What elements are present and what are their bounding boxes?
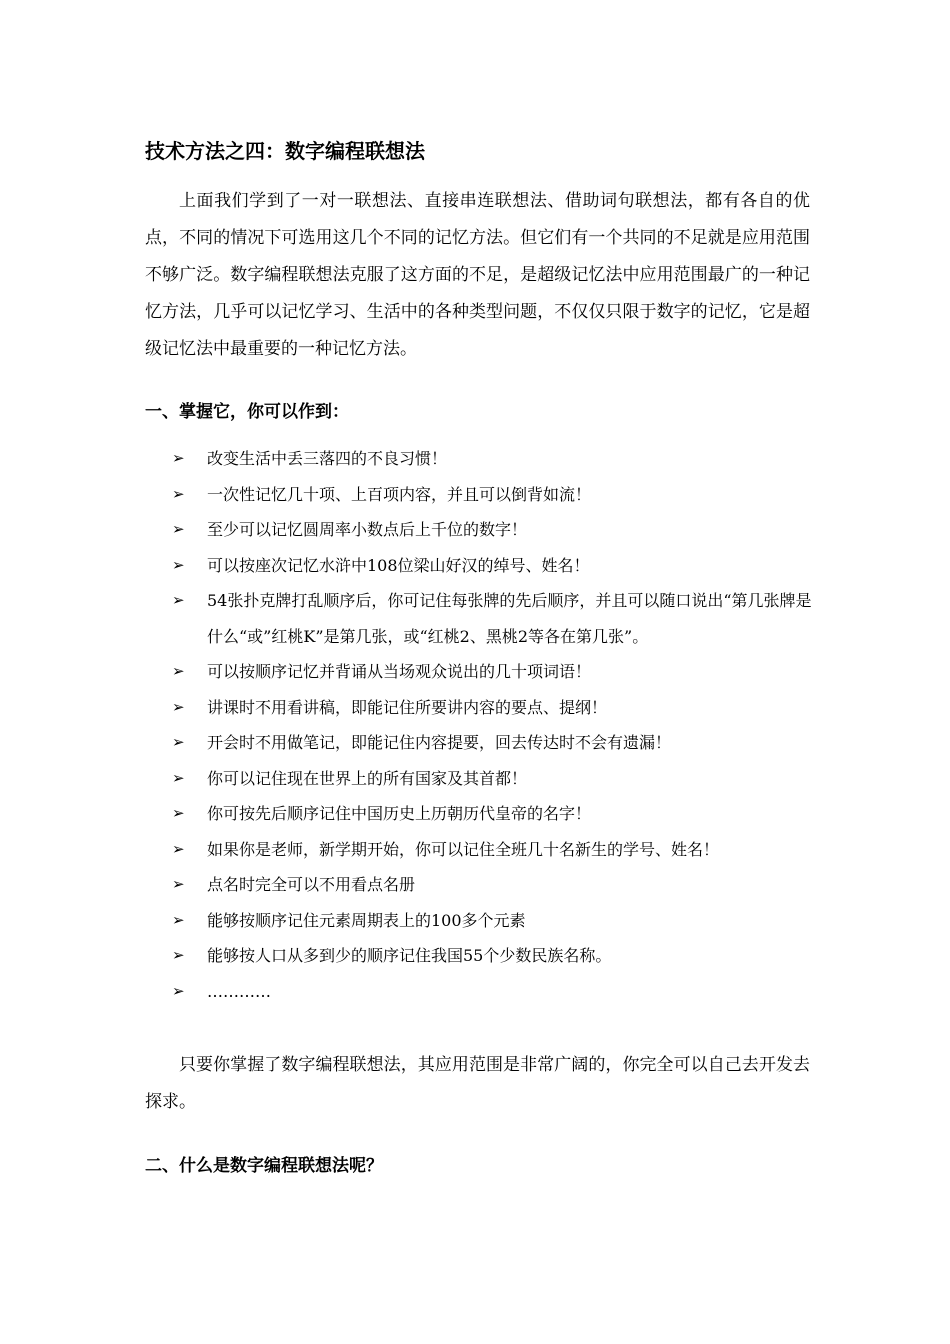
- list-item-text: 至少可以记忆圆周率小数点后上千位的数字！: [207, 520, 528, 539]
- page-title: 技术方法之四：数字编程联想法: [145, 139, 425, 163]
- list-item-text: 54张扑克牌打乱顺序后，你可记住每张牌的先后顺序，并且可以随口说出“第几张牌是什么“或”红桃K”是第几张，或“红桃2、黑桃2等各在第几张”。: [207, 591, 812, 646]
- list-item: [0, 654, 950, 690]
- list-item-text: 可以按座次记忆水浒中108位梁山好汉的绰号、姓名！: [207, 555, 590, 575]
- list-item-text: 能够按人口从多到少的顺序记住我国55个少数民族名称。: [207, 946, 612, 965]
- list-item: [0, 867, 950, 903]
- section-heading-2: 二、什么是数字编程联想法呢？: [145, 1156, 383, 1176]
- intro-paragraph: 上面我们学到了一对一联想法、直接串连联想法、借助词句联想法，都有各自的优点，不同的情况下可选用这几个不同的记忆方法。但它们有一个共同的不足就是应用范围不够广泛。数字编程联想法克服了这方面的不足，是超级记忆法中应用范围最广的一种记忆方法，几乎可以记忆学习、生活中的各种类型问题，不仅仅只限于数字的记忆，它是超级记忆法中最重要的一种记忆方法。: [145, 191, 810, 359]
- arrow-bullet-icon: ➢: [172, 733, 185, 751]
- closing-paragraph: 只要你掌握了数字编程联想法，其应用范围是非常广阔的，你完全可以自己去开发去探求。: [145, 1055, 810, 1112]
- list-item: [0, 690, 950, 726]
- list-item-text: 点名时完全可以不用看点名册: [207, 875, 416, 894]
- arrow-bullet-icon: ➢: [172, 555, 185, 574]
- list-item: [0, 441, 950, 477]
- list-item-text: 开会时不用做笔记，即能记住内容提要，回去传达时不会有遗漏！: [207, 733, 672, 752]
- arrow-bullet-icon: ➢: [172, 875, 185, 893]
- list-item: [0, 938, 950, 974]
- arrow-bullet-icon: ➢: [172, 520, 185, 538]
- list-item-text: 可以按顺序记忆并背诵从当场观众说出的几十项词语！: [207, 662, 592, 681]
- list-item: [0, 903, 950, 939]
- list-item: [0, 583, 950, 654]
- arrow-bullet-icon: ➢: [172, 449, 185, 467]
- list-item: [0, 761, 950, 797]
- list-item: [0, 477, 950, 513]
- list-item: [0, 974, 950, 1010]
- list-item-text: 你可按先后顺序记住中国历史上历朝历代皇帝的名字！: [207, 804, 592, 823]
- arrow-bullet-icon: ➢: [172, 946, 185, 964]
- arrow-bullet-icon: ➢: [172, 662, 185, 680]
- capability-list: [0, 441, 950, 1009]
- arrow-bullet-icon: ➢: [172, 697, 185, 716]
- arrow-bullet-icon: ➢: [172, 591, 185, 609]
- section-heading-1: 一、掌握它，你可以作到：: [145, 402, 349, 422]
- list-item-text: 你可以记住现在世界上的所有国家及其首都！: [207, 768, 528, 788]
- list-item-text: 改变生活中丢三落四的不良习惯！: [207, 449, 448, 468]
- arrow-bullet-icon: ➢: [172, 981, 185, 1000]
- list-item: [0, 832, 950, 868]
- list-item: [0, 725, 950, 761]
- list-item-text: …………: [207, 981, 271, 1001]
- list-item-text: 一次性记忆几十项、上百项内容，并且可以倒背如流！: [207, 484, 592, 504]
- list-item-text: 能够按顺序记住元素周期表上的100多个元素: [207, 910, 526, 930]
- arrow-bullet-icon: ➢: [172, 910, 185, 929]
- list-item: [0, 796, 950, 832]
- list-item-text: 讲课时不用看讲稿，即能记住所要讲内容的要点、提纲！: [207, 697, 608, 717]
- list-item: [0, 548, 950, 584]
- arrow-bullet-icon: ➢: [172, 484, 185, 503]
- list-item-text: 如果你是老师，新学期开始，你可以记住全班几十名新生的学号、姓名！: [207, 839, 720, 859]
- arrow-bullet-icon: ➢: [172, 839, 185, 858]
- arrow-bullet-icon: ➢: [172, 804, 185, 822]
- arrow-bullet-icon: ➢: [172, 768, 185, 787]
- list-item: [0, 512, 950, 548]
